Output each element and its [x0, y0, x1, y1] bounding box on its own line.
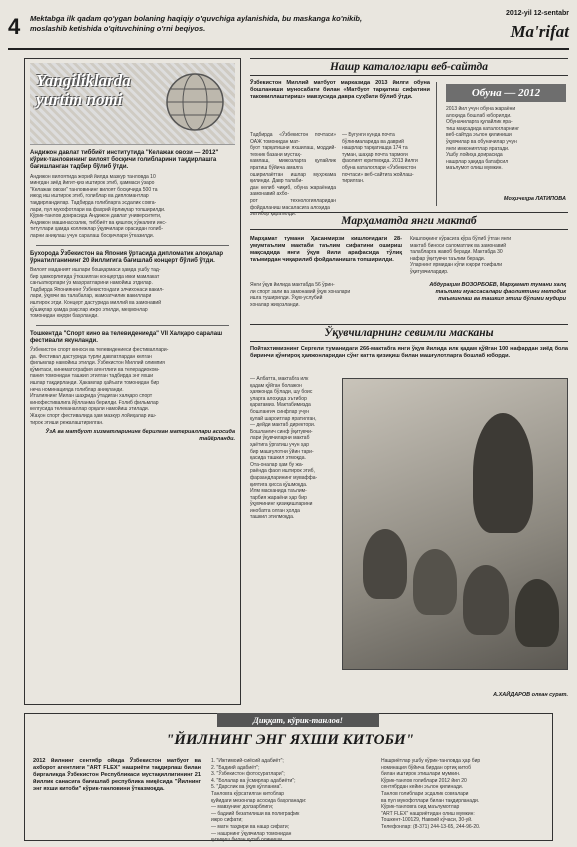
student-figure — [363, 529, 407, 599]
text-line: Телефонлар: (8-371) 244-13-65, 244-96-20. — [381, 823, 481, 830]
article-lead: Марҳамат тумани Ҳасанмирзи кишлоғидаги 28-умумтаълим мактаби таълим сифатини ошириш мақсадида янги ўқув йили арафасида тўлиқ таъмирдан чиқарилиб фойдаланишга топширилди. — [250, 236, 402, 263]
text-line: ўқувчининг қизиқишларини — [250, 501, 313, 508]
article-lead: Ўзбекистон Миллий матбуот марказида 2013 йилги обуна бошланиши муносабати билан «Матбуот тарқатиш сифатини такомиллаштириш» мавзусида давра суҳбати бўлиб ўтди. — [250, 80, 430, 100]
text-line: Жаҳон спорт фестивалида ҳам мазкур лойиҳалар иш- — [30, 413, 157, 420]
text-line: қўшиқлар ҳамда рақслар ижро этилди, меҳмонлар — [30, 306, 148, 313]
text-line: — дейди мактаб директори. — [250, 422, 316, 429]
text-line: нафар ўқитувчи таълим беради. — [410, 255, 486, 262]
text-line: обуна каталоглари «Ўзбекистон — [342, 164, 417, 171]
text-line: фарзандларининг муваффа- — [250, 474, 318, 481]
text-line: Ота-оналар ҳам бу жа- — [250, 461, 304, 468]
article-column — [446, 106, 566, 172]
text-line: алоҳида бошлаб юборилди. — [446, 112, 512, 119]
text-line: келгусида телеканаллар орқали намойиш этилади. — [30, 406, 150, 413]
text-line: янги имкониятлар яратади. — [446, 145, 510, 152]
text-line: қадам қўйган болажон — [250, 382, 302, 389]
masthead — [8, 6, 569, 52]
text-line: 2. "Бадиий адабиёт"; — [211, 764, 260, 771]
text-line: нашрлар ҳақида батафсил — [446, 158, 509, 165]
text-line: Ўзбекистон спорт киноси ва телевидениеси фестиваллари- — [30, 347, 169, 354]
ad-kicker: Диққат, кўрик-танлов! — [217, 713, 379, 727]
text-line: Нашриётлар ушбу кўрик-танловда ҳар бир — [381, 758, 481, 764]
teacher-figure — [473, 413, 533, 533]
text-line: веб-сайтда эълон қилиниши — [446, 132, 512, 139]
text-line: оширилаётган ишлар муҳокама қилинди. Давр талаби- — [250, 171, 336, 185]
text-line: Тадбирда Япониянинг Ўзбекистондаги элчихонаси вакил- — [30, 286, 164, 293]
author-signature: Моҳичеҳра ЛАТИПОВА — [503, 196, 566, 202]
text-line: ва пул мукофотлари билан тақдирланади. — [381, 797, 480, 804]
text-line: мингдан зиёд йигит-қиз иштирок этиб, ҳаммаси ўзаро — [30, 180, 155, 187]
banner-title: Yangiliklarda yurtim nomi — [36, 71, 131, 109]
text-line: ишга туширилди. Ўқув-услубий — [250, 295, 323, 302]
article-headline: Тошкентда "Спорт кино ва телевидениеда" VII Халқаро саралаш фестивали якунланди. — [30, 330, 223, 344]
text-line: номинация бўйича бирдан ортиқ китоб — [381, 764, 471, 771]
text-line: 5. "Дарслик ва ўқув қўлланма". — [211, 784, 283, 791]
text-line: кинофестивалига йўлланма берилди. Ғолиб фильмлар — [30, 399, 159, 406]
text-line: Кўрик-танлов голиблари 2012 йил 20 — [381, 777, 467, 784]
text-line: раёнда фаол иштирок этиб, — [250, 468, 315, 475]
text-line: тақдирландилар. Тадбирда голибларга эсдалик совга- — [30, 199, 157, 206]
text-line: билан иштирок этишлари мумкин. — [381, 771, 461, 778]
article-body — [30, 267, 235, 320]
ad-nominations — [211, 758, 371, 844]
text-line: лари, пул мукофотлари ва фахрий ёрлиқлар топширилди. — [30, 206, 166, 213]
text-line: ҳаяжонда бўлади, шу боис — [250, 389, 313, 396]
text-line: қуйидаги мезонлар асосида баҳоланади: — [211, 797, 307, 804]
text-line: да. Фестивал дастурида турли давлатлардан келган — [30, 353, 152, 360]
text-line: Тадбирда «Ўзбекистон почтаси» ОАЖ томонидан мат- — [250, 132, 336, 145]
text-line: талабларга жавоб беради. Мактабда 30 — [410, 249, 503, 256]
text-line: Андижон вилоятида жорий йилда мазкур танловда 10 — [30, 173, 156, 180]
text-line: қаратамиз. Мактабимизда — [250, 402, 311, 409]
contest-announcement — [24, 713, 553, 844]
text-line: Италиянинг Милан шаҳрида ўтадиган халқаро спорт — [30, 393, 153, 400]
text-line: рот технологияларидан фойдаланиш масаласига алоҳида — [250, 197, 336, 211]
text-line: иштирок этди. Концерт дастурида миллий ва замонавий — [30, 299, 162, 306]
text-line: Танлов голиблари эсдалик совғалари — [381, 790, 469, 797]
text-line: Кўрик-танловга оид маълумотлар — [381, 804, 460, 811]
text-line: ташкил этилмоқда. — [250, 514, 295, 521]
text-line: — Бугунги кунда почта — [342, 132, 395, 138]
text-line: Обуначиларга қулайлик яра- — [446, 119, 513, 126]
text-line: бошланғич синфлар учун — [250, 408, 310, 415]
article-column — [250, 282, 402, 308]
divider — [36, 245, 229, 246]
text-line: 1. "Ижтимоий-сиёсий адабиёт"; — [211, 758, 284, 764]
text-line: қўмитаси, кинематография агентлиги ва телерадиоком- — [30, 366, 160, 373]
text-line: — Албатта, мактабга илк — [250, 376, 309, 382]
source-byline: ЎзА ва матбуот хизматларининг берилган материаллари асосида тайёрланди. — [45, 429, 235, 443]
subscription-badge: Обуна — 2012 — [446, 84, 566, 102]
student-figure — [463, 565, 509, 635]
issue-date: 2012-yil 12-sentabr — [505, 10, 569, 17]
text-line: тирок этиши режалаштирилган. — [30, 419, 104, 426]
text-line: тарбия жараёни ҳар бир — [250, 494, 307, 501]
text-line: туман, шаҳар почта тармоғи — [342, 151, 408, 158]
text-line: буот тарқатишни яхшилаш, моддий-техник базани мустаҳ- — [250, 145, 336, 158]
text-line: ижод иш иштирок этиб, голиблар ва дипломантлар — [30, 193, 149, 200]
newspaper-name: Ma'rifat — [510, 22, 569, 41]
text-line: нашрлар тарқатишда 174 та — [342, 145, 408, 152]
ad-title: "ЙИЛНИНГ ЭНГ ЯХШИ КИТОБИ" — [165, 732, 414, 748]
text-line: камлаш, мижозларга қулайлик яратиш бўйича амалга — [250, 158, 336, 171]
ad-details — [381, 758, 547, 831]
text-line: Андижон машинасозлик, тиббиёт ва қишлоқ хўжалиги инс- — [30, 219, 167, 226]
text-line: санъаткорлари ўз маҳоратларини намойиш этдилар. — [30, 280, 153, 287]
text-line: тиш мақсадида каталогларнинг — [446, 125, 520, 132]
text-line: 4. "Болалар ва ўсмирлар адабиёти"; — [211, 777, 296, 784]
text-line: неча номинацияда голиблар аниқланди. — [30, 386, 124, 393]
article-body — [30, 347, 235, 426]
text-line: қиятига ҳисса қўшмоқда. — [250, 481, 308, 488]
news-banner — [30, 63, 235, 145]
article-headline: Бухорода Ўзбекистон ва Япония ўртасида дипломатик алоқалар ўрнатилганининг 20 йиллигига бағишлаб концерт бўлиб ўтди. — [30, 250, 224, 264]
text-line: ишлар тақдирланди. Ҳакамлар ҳайъати томонидан бир — [30, 380, 160, 387]
divider — [36, 325, 229, 326]
text-line: ижро сифати; — [211, 817, 243, 824]
student-figure — [413, 549, 457, 615]
text-line: мактаб биноси саломатлик ва замонавий — [410, 242, 507, 249]
article-title: Ўқувчиларнинг севимли масканы — [250, 324, 568, 342]
article-column — [250, 376, 336, 521]
text-line: ҳаётига ўргатиш учун ҳар — [250, 441, 309, 448]
text-line: пания томонидан ташкил этилган тадбирда энг яхши — [30, 373, 154, 380]
text-line: — матн таҳрири ва нашр сифати; — [211, 823, 290, 830]
text-line: — бадиий безатилиши ва полиграфик — [211, 810, 300, 817]
classroom-photo — [342, 378, 568, 670]
article-column — [250, 132, 336, 218]
text-line: 3. "Ўзбекистон фотосуратлари"; — [211, 771, 285, 778]
article-title: Марҳаматда янги мактаб — [250, 212, 568, 230]
text-line: "ART FLEX" нашриётидан олиш мумкин: — [381, 810, 475, 817]
header-rule — [8, 48, 569, 50]
text-line: — нашрнинг ўқувчилар томонидан — [211, 830, 292, 837]
text-line: Уларнинг ярмидан кўпи юқори тоифали — [410, 262, 503, 269]
text-line: лари, ўқувчи ва талабалар, жамоатчилик вакиллари — [30, 293, 152, 300]
text-line: — мавзунинг долзарблиги; — [211, 804, 274, 811]
text-line: лари ўқувчиларни мактаб — [250, 435, 310, 442]
text-line: фаолият юритмоқда. 2013 йилги — [342, 158, 418, 165]
text-line: Ушбу лойиҳа доирасида — [446, 152, 503, 159]
text-line: 2013 йил учун обуна жараёни — [446, 106, 516, 112]
text-line: фильмлар намойиш этилди. Ўзбекистон Миллий олимпия — [30, 360, 165, 367]
text-line: ўқитувчилардир. — [410, 268, 449, 275]
student-figure — [515, 579, 559, 647]
text-line: бир машғулотни ўйин тари- — [250, 448, 314, 455]
page-number: 4 — [8, 14, 21, 39]
text-line: қулай шароитлар яратилган, — [250, 415, 317, 422]
news-column — [24, 58, 241, 705]
author-signature: Абдураҳим ВОЗОРБОЕВ, Марҳамат тумани халқ таълими муассасалари фаолиятини методик таъминлаш ва ташкил этиш бўлими мудири — [429, 282, 566, 302]
text-line: "Келажак овози" танловининг вилоят босқичида 500 та — [30, 186, 158, 193]
text-line: эътибор қаратилди. — [250, 211, 297, 218]
text-line: Кишлоқнинг кўрасига кўра бўлиб ўтган янги — [410, 236, 512, 242]
globe-icon — [159, 69, 231, 135]
article-body — [30, 174, 235, 240]
text-line: маълумот олиш мумкин. — [446, 165, 503, 172]
text-line: Вилоят маданият ишлари бошқармаси ҳамда ушбу тад- — [30, 266, 161, 273]
text-line: Танловга кўрсатилган китоблар — [211, 790, 285, 797]
text-line: Бошланғич синф ўқитувчи- — [250, 428, 313, 435]
slogan: Mektabga ilk qadam qo'ygan bolaning haqiqiy o'quvchiga aylanishida, bu maskanga ko'nikib, moslashib ketishida o'qituvchining o'rni beqiyos. — [30, 14, 363, 33]
text-line: уларга алоҳида эътибор — [250, 395, 307, 402]
text-line: ли спорт зали ва замонавий ўқув хоналари — [250, 288, 351, 295]
text-line: Илм масканида таълим- — [250, 488, 307, 495]
text-line: дан келиб чиқиб, обуна жараёнида замонавий ахбо- — [250, 184, 336, 198]
text-line: Тошкент-100129, Навоий кўчаси, 30-уй. — [381, 817, 473, 824]
article-title: Нашр каталоглари веб-сайтда — [250, 58, 568, 76]
text-line: сентябрдан кейин эълон қилинади. — [381, 784, 464, 791]
article-headline: Андижон давлат тиббиёт институтида "Келажак овози — 2012" кўрик-танловининг вилоят босқичи голибларини тақдирлашга бағишланган тадбир бўлиб ўтди. — [30, 150, 219, 171]
text-line: ларни аниқлаш учун саралаш босқичлари ўтказилди. — [30, 232, 155, 239]
text-line: почтаси» веб-сайтига жойлаш- — [342, 171, 414, 178]
text-line: қасида ташкил этмоқда. — [250, 455, 306, 462]
ad-lead: 2012 йилнинг сентябр ойида Ўзбекистон матбуот ва ахборот агентлиги "ART FLEX" нашриёти тақдирлаш билан биргаликда Ўзбекистон Республикаси мустақиллигининг 21 йиллик санасига бағишлаб республика миқёсида "Йилнинг энг яхши китоби" кўрик-танловини ўтказмоқда. — [33, 758, 201, 792]
column-divider — [436, 82, 437, 206]
article-column — [342, 132, 428, 185]
text-line: тирилган. — [342, 178, 365, 185]
text-line: бўлинмаларида ва даврий — [342, 138, 404, 145]
text-line: Кўрик-танлов доирасида Андижон давлат университети, — [30, 213, 162, 220]
text-line: бир ҳамкорлигида ўтказилган концертда икки мамлакат — [30, 273, 160, 280]
text-line: титутлари ҳамда коллежлар ўқувчилари орасидан голиб- — [30, 226, 164, 233]
text-line: қизиқиш билан кутиб олиниши. — [211, 837, 284, 844]
text-line: инобатга олган ҳолда — [250, 507, 300, 514]
text-line: Янги ўқув йилида мактабда 56 ўрин- — [250, 282, 335, 288]
article-column — [410, 236, 566, 276]
text-line: томонидан юқори баҳоланди. — [30, 313, 99, 320]
text-line: ўқувчилар ва обуначилар учун — [446, 138, 517, 145]
photo-caption: А.ХАЙДАРОВ олган сурат. — [493, 692, 568, 698]
text-line: хоналар жиҳозланди. — [250, 301, 300, 308]
article-lead: Пойтахтимизнинг Сергели туманидаги 266-мактабга янги ўқув йилида илк қадам қўйган 100 нафардан зиёд бола биринчи қўнғироқ ҳаяжонларидан сўнг катта қизиқиш билан машғулотларга бошлаб юборди. — [250, 346, 568, 359]
